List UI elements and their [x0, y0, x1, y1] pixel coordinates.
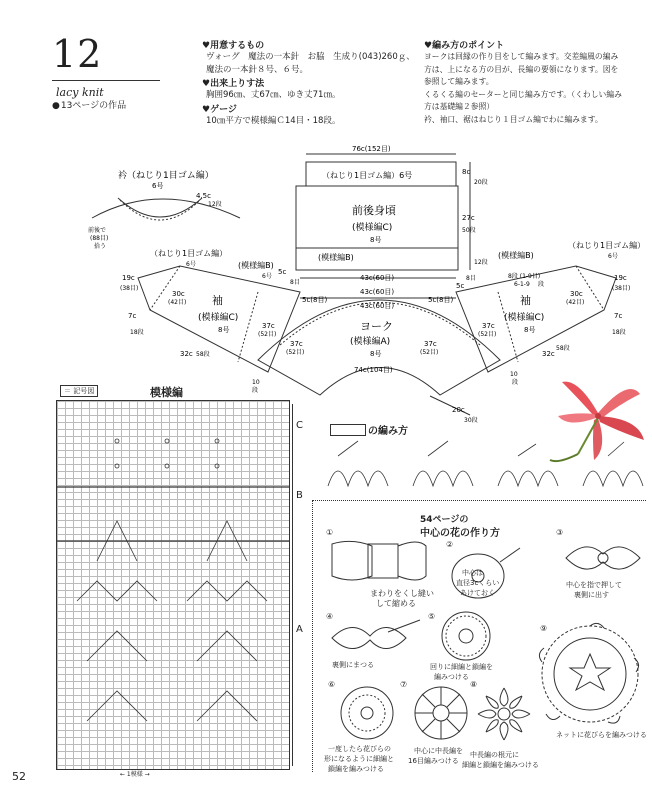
- technique-symbol-icon: [330, 424, 366, 436]
- body-dim-43b: 43c(60目): [360, 288, 395, 296]
- yoke-title: ヨーク: [360, 320, 393, 333]
- collar-note-2: (88目): [90, 235, 109, 242]
- flower-step-3-text-1: 中心を指で押して: [566, 581, 622, 589]
- sleeve-dim-10rows-r: 段: [512, 379, 519, 386]
- sleeve-needle-l: 8号: [218, 326, 230, 334]
- flower-step-7-image: [410, 682, 472, 744]
- gauge-line-1: 10㎝平方で模様編Ｃ14目・18段。: [206, 115, 341, 126]
- collar-dim: 4.5c: [196, 192, 211, 200]
- collar-note-3: 拾う: [94, 243, 107, 250]
- sleeve-dim-7: 7c: [128, 312, 137, 320]
- yoke-side-l2: (52目): [286, 349, 305, 356]
- flower-step-8-text-2: 細編と鎖編を編みつける: [462, 761, 539, 769]
- sleeve-dim-19r-r: (38目): [612, 285, 631, 292]
- materials-line-1: ヴォーグ 魔法の一本針 お脇 生成り(043)260ｇ、: [206, 52, 415, 62]
- points-line-2: 方は、上になる方の目が、長編の要領になります。図を: [424, 64, 619, 74]
- sleeve-rib-l: （ねじり1目ゴム編）: [150, 249, 228, 258]
- sleeve-dim-37r: (52目): [258, 331, 277, 338]
- header-rule: [52, 80, 160, 81]
- flower-step-8-number: ⑧: [470, 680, 478, 689]
- sleeve-dim-10rows: 段: [252, 387, 259, 394]
- flower-step-6-image: [336, 682, 398, 744]
- points-line-3: 参照して編みます。: [424, 77, 494, 86]
- flower-step-2-text-2: 直径3cくらい: [456, 579, 500, 587]
- flower-step-1-text-1: まわりをくし縫い: [370, 589, 434, 598]
- sleeve-pattern-l: (模様編C): [198, 313, 239, 323]
- flower-frame-top: [312, 500, 646, 507]
- materials-line-2: 魔法の一本針８号、６号。: [206, 64, 309, 75]
- sleeve-dim-32-r: 32c: [542, 350, 555, 358]
- flower-step-3-number: ③: [556, 528, 564, 537]
- chart-section-a: A: [296, 624, 303, 635]
- sleeve-dim-7-r: 7c: [614, 312, 623, 320]
- sleeve-rib-r-needle: 6号: [608, 253, 618, 260]
- flower-step-5-text-1: 回りに細編と鎖編を: [430, 663, 493, 671]
- sleeve-dim-32rows: 58段: [196, 351, 210, 358]
- body-rib-h: 8c: [462, 168, 471, 176]
- technique-title: の編み方: [368, 426, 408, 437]
- body-title: 前後身頃: [352, 204, 396, 217]
- sleeve-title-r: 袖: [520, 294, 531, 307]
- sleeve-rib-r: （ねじり1目ゴム編）: [568, 241, 646, 250]
- body-rib-rows: 20段: [474, 179, 488, 186]
- flower-step-2-number: ②: [446, 540, 454, 549]
- flower-step-7-text-2: 16目編みつける: [408, 757, 459, 765]
- finished-line-1: 胸囲96㎝、丈67㎝、ゆき丈71㎝。: [206, 90, 341, 100]
- body-patternB: (模様編B): [318, 253, 354, 262]
- flower-step-7-number: ⑦: [400, 680, 408, 689]
- body-top-dim: 76c(152目): [352, 145, 391, 153]
- chart-repeat-label: ← 1模様 →: [120, 771, 150, 778]
- flower-step-5-text-2: 編みつける: [434, 673, 469, 681]
- sleeve-dim-19: 19c: [122, 274, 135, 282]
- flower-title-2: 中心の花の作り方: [420, 528, 500, 539]
- flower-step-3-text-2: 裏側に出す: [574, 591, 609, 599]
- sleeve-dim-30: 30c: [172, 290, 185, 298]
- flower-step-4-number: ④: [326, 612, 334, 621]
- flower-step-6-text-3: 鎖編を編みつける: [328, 765, 384, 773]
- yoke-side-r: 37c: [424, 340, 437, 348]
- sleeve-dim-5rows-r: 8目: [466, 275, 476, 282]
- sleeve-pattern-r: (模様編C): [504, 313, 545, 323]
- pattern-chart-title: 模様編: [150, 386, 183, 399]
- collar-rows: 12段: [208, 201, 222, 208]
- sleeve-dim-7rows-r: 18段: [612, 329, 626, 336]
- sleeve-dim-19r: (38目): [120, 285, 139, 292]
- yoke-needle: 8号: [370, 350, 382, 358]
- flower-frame-left: [312, 500, 314, 772]
- yoke-side-r2: (52目): [420, 349, 439, 356]
- sleeve-rib-l-needle: 6号: [186, 261, 196, 268]
- pattern-chart-legend: ＝ 記号図: [60, 385, 98, 397]
- flower-step-9-number: ⑨: [540, 624, 548, 633]
- chart-section-b: B: [296, 490, 303, 501]
- yoke-pattern: (模様編A): [350, 337, 391, 347]
- sleeve-needle-r: 8号: [524, 326, 536, 334]
- yoke-bottom: 74c(104目): [354, 366, 393, 374]
- flower-step-5-image: [430, 606, 506, 666]
- sleeve-dim-10-r: 10: [510, 371, 518, 378]
- flower-step-4-text-1: 裏側にまつる: [332, 661, 374, 669]
- sleeve-dim-5-r: 5c: [456, 282, 465, 290]
- points-block: [424, 38, 622, 126]
- gauge-title: ♥ゲージ: [202, 104, 237, 115]
- body-h: 27c: [462, 214, 475, 222]
- body-dim-43a: 43c(60目): [360, 274, 395, 282]
- yoke-h-rows: 30段: [464, 417, 478, 424]
- finished-title: ♥出来上りす法: [202, 79, 265, 89]
- pattern-chart-grid: [56, 400, 290, 770]
- sleeve-dim-5b: 5c(8目): [302, 296, 328, 304]
- flower-step-7-text-1: 中心に中長編を: [414, 747, 463, 755]
- flower-step-1-image: [322, 534, 432, 586]
- body-h-rows: 50段: [462, 227, 476, 234]
- sleeve-dim-37: 37c: [262, 322, 275, 330]
- flower-step-9-image: [534, 618, 646, 730]
- sleeve-dim-19-r: 19c: [614, 274, 627, 282]
- body-needle: 8号: [370, 236, 382, 244]
- sleeve-dim-5c: 5c(8目): [428, 296, 454, 304]
- pattern-subtitle: lacy knit: [56, 86, 104, 99]
- sleeve-patternB-l: (模様編B): [238, 261, 274, 270]
- sleeve-dim-32: 32c: [180, 350, 193, 358]
- sleeve-dim-30r-r: (42目): [566, 299, 585, 306]
- points-line-4: くるくる編のセーターと同じ編み方です。（くわしい編み: [424, 89, 622, 99]
- sleeve-dim-5rows: 8目: [290, 279, 300, 286]
- flower-step-6-text-1: 一度したら花びらの: [328, 745, 391, 753]
- sleeve-inc3: 段: [538, 281, 545, 288]
- flower-step-4-image: [326, 616, 422, 660]
- flower-step-2-text-3: あけておく: [460, 589, 495, 597]
- technique-illustrations: [318, 436, 648, 496]
- flower-step-1-number: ①: [326, 528, 334, 537]
- pattern-number: 12: [52, 32, 103, 76]
- body-h2: 12段: [474, 259, 488, 266]
- points-line-1: ヨークは回縁の作り目をして編みます。交差編風の編み: [424, 52, 619, 61]
- flower-title-1: 54ページの: [420, 515, 469, 525]
- flower-step-8-image: [474, 684, 534, 744]
- sleeve-inc2: 6-1-9: [514, 281, 530, 288]
- sleeve-title-l: 袖: [212, 294, 223, 307]
- body-pattern: (模様編C): [352, 223, 393, 233]
- chart-section-bracket: [288, 404, 293, 766]
- sleeve-dim-7rows: 18段: [130, 329, 144, 336]
- chart-section-c: C: [296, 420, 303, 431]
- sleeve-dim-10: 10: [252, 379, 260, 386]
- sleeve-dim-30r: (42目): [168, 299, 187, 306]
- flower-step-6-number: ⑥: [328, 680, 336, 689]
- flower-step-9-text-1: ネットに花びらを編みつける: [556, 731, 647, 739]
- materials-title: ♥用意するもの: [202, 41, 265, 51]
- flower-step-8-text-1: 中長編の根元に: [470, 751, 519, 759]
- points-line-6: 衿、袖口、裾はねじり１目ゴム編でわに編みます。: [424, 114, 603, 124]
- body-rib-label: （ねじり1目ゴム編）6号: [322, 171, 413, 180]
- flower-step-5-number: ⑤: [428, 612, 436, 621]
- body-dim-43c: 43c(60目): [360, 302, 395, 310]
- page-number: 52: [12, 770, 26, 783]
- points-title: ♥編み方のポイント: [424, 41, 505, 51]
- flower-step-3-image: [560, 534, 646, 580]
- sleeve-patternB-r: (模様編B): [498, 251, 534, 260]
- yoke-h: 20c: [452, 406, 465, 414]
- collar-note-1: 前後で: [88, 227, 107, 234]
- sleeve-inc: 8段 (1-9目): [508, 273, 541, 280]
- sleeve-dim-30-r: 30c: [570, 290, 583, 298]
- sleeve-dim-32rows-r: 58段: [556, 345, 570, 352]
- collar-needle: 6号: [152, 182, 164, 190]
- points-line-5: 方は基礎編２参照）: [424, 102, 495, 111]
- yoke-side-l: 37c: [290, 340, 303, 348]
- sleeve-dim-37-r: 37c: [482, 322, 495, 330]
- sleeve-dim-37r-r: (52目): [478, 331, 497, 338]
- flower-step-6-text-2: 形になるように細編と: [324, 755, 394, 763]
- flower-step-2-text-1: 中心は: [462, 569, 483, 577]
- collar-label: 衿（ねじり1目ゴム編）: [118, 171, 214, 181]
- sleeve-dim-5: 5c: [278, 268, 287, 276]
- sleeve-patternB-l-needle: 6号: [262, 273, 272, 280]
- flower-step-1-text-2: して縮める: [376, 599, 416, 608]
- page-reference: ● 13ページの作品: [52, 98, 126, 111]
- materials-block: [202, 38, 415, 127]
